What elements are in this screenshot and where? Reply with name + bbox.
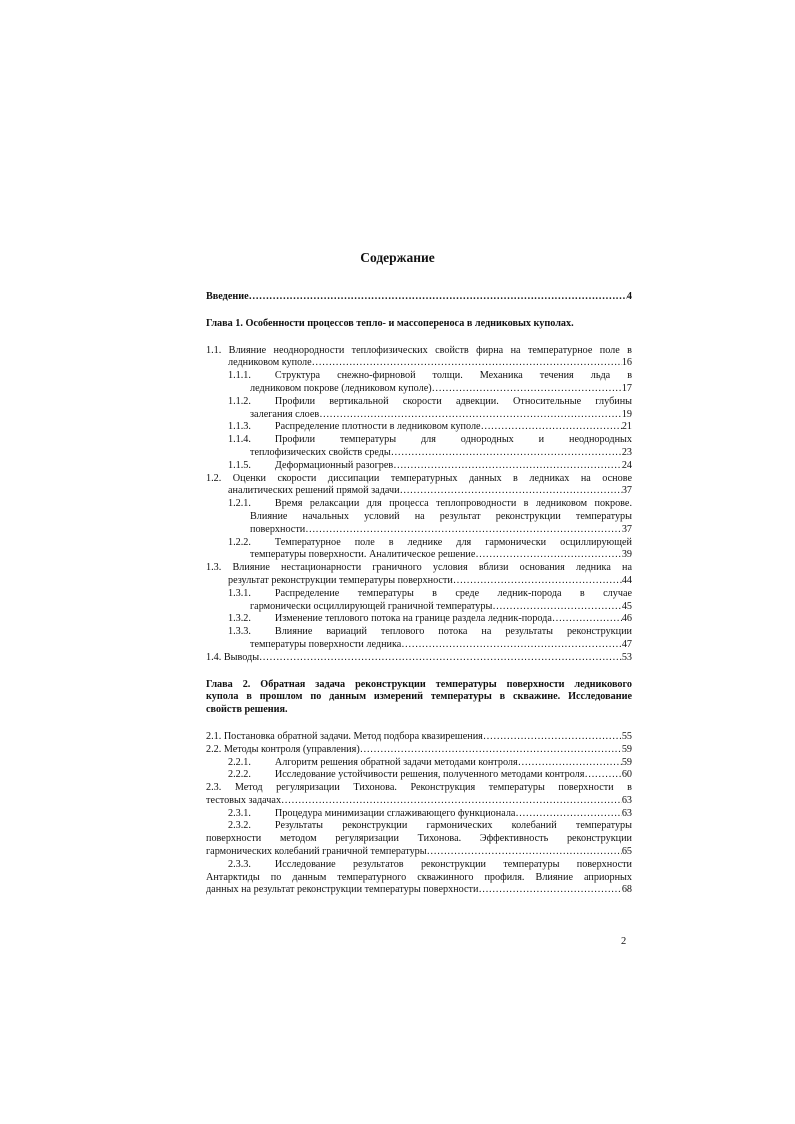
toc-entry-2-2-2[interactable]: 2.2.2. Исследование устойчивости решения, полученного методами контроля ……………………………………………………………………………………………………………………………………………………………………………… 60 [228,769,632,782]
toc-entry-2-2-1[interactable]: 2.2.1. Алгоритм решения обратной задачи методами контроля ……………………………………………………………………………………………………………………………………………………………………………… 59 [228,757,632,770]
page-title: Содержание [360,250,435,265]
toc-entry-1-3[interactable]: 1.3. Влияние нестационарности граничного условия вблизи основания ледника на результат реконструкции температуры поверхности ……………………………………………………………………………………………………………………………………………………………………………… 44 [206,562,632,588]
toc-entry-1-1-3[interactable]: 1.1.3. Распределение плотности в ледниковом куполе ……………………………………………………………………………………………………………………………………………………………………………… 21 [228,421,632,434]
toc-entry-2-2[interactable]: 2.2. Методы контроля (управления) ……………………………………………………………………………………………………………………………………………………………………………… 59 [206,744,632,757]
table-of-contents [206,291,632,897]
toc-entry-2-3-2[interactable]: 2.3.2. Результаты реконструкции гармонических колебаний температуры поверхности методом регуляризации Тихонова. Эффективность реконструкции гармонических колебаний граничной температуры ……………………………………………………………………………………………………………………………………………………………………………… 65 [206,820,632,858]
toc-entry-2-3-3[interactable]: 2.3.3. Исследование результатов реконструкции температуры поверхности Антарктиды по данным температурного скважинного профиля. Влияние априорных данных на результат реконструкции температуры поверхности ……………………………………………………………………………………………………………………………………………………………………………… 68 [206,859,632,897]
toc-entry-2-1[interactable]: 2.1. Постановка обратной задачи. Метод подбора квазирешения ……………………………………………………………………………………………………………………………………………………………………………… 55 [206,731,632,744]
toc-entry-1-1-5[interactable]: 1.1.5. Деформационный разогрев ……………………………………………………………………………………………………………………………………………………………………………… 24 [228,460,632,473]
toc-entry-1-2-1[interactable]: 1.2.1. Время релаксации для процесса теплопроводности в ледниковом покрове. Влияние начальных условий на результат реконструкции температуры поверхности ……………………………………………………………………………………………………………………………………………………………………………… 37 [206,498,632,536]
toc-entry-1-3-1[interactable]: 1.3.1. Распределение температуры в среде ледник-порода в случае гармонически осциллирующей граничной температуры ……………………………………………………………………………………………………………………………………………………………………………… 45 [206,588,632,614]
toc-entry-1-1-1[interactable]: 1.1.1. Структура снежно-фирновой толщи. Механика течения льда в ледниковом покрове (ледниковом куполе) ……………………………………………………………………………………………………………………………………………………………………………… 17 [206,370,632,396]
toc-entry-1-4[interactable]: 1.4. Выводы ……………………………………………………………………………………………………………………………………………………………………………… 53 [206,652,632,665]
toc-entry-1-1-4[interactable]: 1.1.4. Профили температуры для однородных и неоднородных теплофизических свойств среды ……………………………………………………………………………………………………………………………………………………………………………… 23 [206,434,632,460]
toc-entry-1-2[interactable]: 1.2. Оценки скорости диссипации температурных данных в ледниках на основе аналитических решений прямой задачи ……………………………………………………………………………………………………………………………………………………………………………… 37 [206,473,632,499]
chapter-2-heading: Глава 2. Обратная задача реконструкции температуры поверхности ледникового купола в прошлом по данным измерений температуры в скважине. Исследование свойств решения. [206,678,632,716]
chapter-1-heading: Глава 1. Особенности процессов тепло- и массопереноса в ледниковых куполах. [206,317,574,329]
toc-entry-1-2-2[interactable]: 1.2.2. Температурное поле в леднике для гармонически осциллирующей температуры поверхности. Аналитическое решение ……………………………………………………………………………………………………………………………………………………………………………… 39 [206,537,632,563]
toc-entry-1-1[interactable]: 1.1. Влияние неоднородности теплофизических свойств фирна на температурное поле в ледниковом куполе ……………………………………………………………………………………………………………………………………………………………………………… 16 [206,345,632,371]
toc-entry-1-3-2[interactable]: 1.3.2. Изменение теплового потока на границе раздела ледник-порода ……………………………………………………………………………………………………………………………………………………………………………… 46 [228,613,632,626]
toc-entry-2-3[interactable]: 2.3. Метод регуляризации Тихонова. Реконструкция температуры поверхности в тестовых задачах ……………………………………………………………………………………………………………………………………………………………………………… 63 [206,782,632,808]
toc-entry-intro[interactable]: Введение ……………………………………………………………………………………………………………………………………………………………………………… 4 [206,291,632,304]
toc-entry-2-3-1[interactable]: 2.3.1. Процедура минимизации сглаживающего функционала ……………………………………………………………………………………………………………………………………………………………………………… 63 [228,808,632,821]
toc-entry-1-3-3[interactable]: 1.3.3. Влияние вариаций теплового потока на результаты реконструкции температуры поверхности ледника ……………………………………………………………………………………………………………………………………………………………………………… 47 [206,626,632,652]
page-number: 2 [621,936,627,947]
toc-entry-1-1-2[interactable]: 1.1.2. Профили вертикальной скорости адвекции. Относительные глубины залегания слоев ……………………………………………………………………………………………………………………………………………………………………………… 19 [206,396,632,422]
